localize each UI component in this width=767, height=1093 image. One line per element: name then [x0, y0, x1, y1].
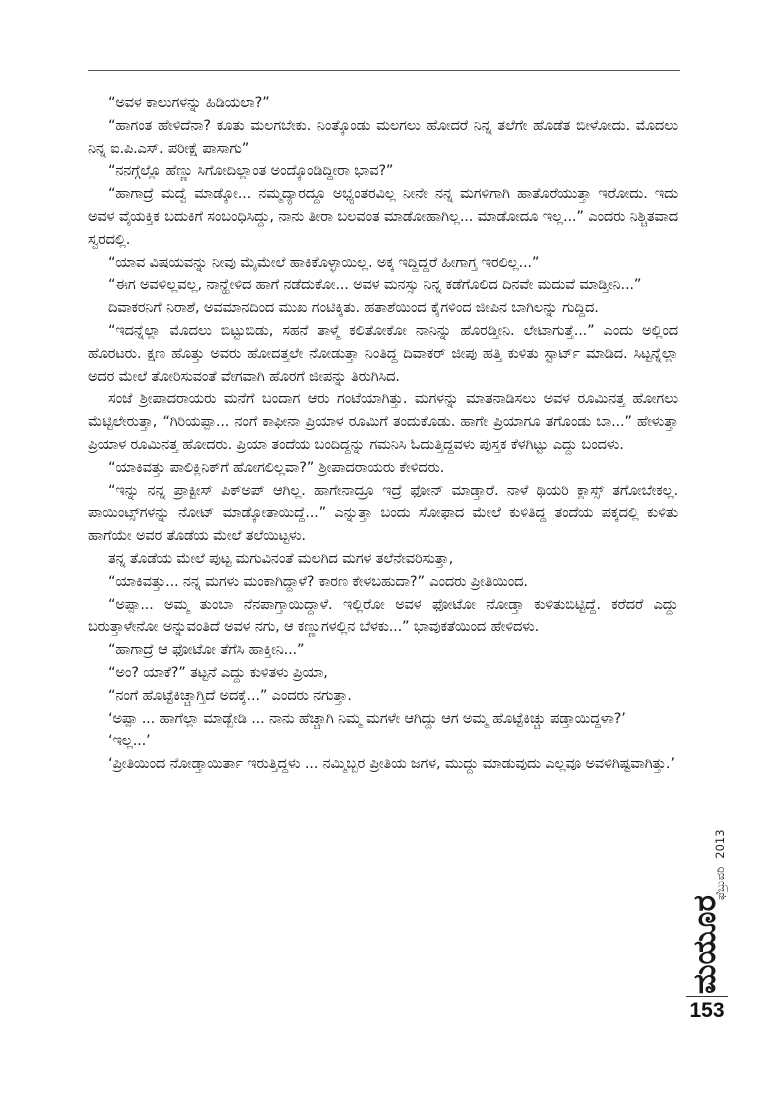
article-text — [88, 92, 678, 776]
paragraph: “ಅಂ? ಯಾಕೆ?” ತಟ್ಟನೆ ಎದ್ದು ಕುಳಿತಳು ಪ್ರಿಯಾ, — [108, 663, 328, 681]
page-number: 153 — [689, 999, 725, 1022]
paragraph: “ಅವಳ ಕಾಲುಗಳನ್ನು ಹಿಡಿಯಲಾ?” — [108, 94, 270, 111]
paragraph: “ಇನ್ನು ನನ್ನ ಪ್ರಾಕ್ಟೀಸ್ ಪಿಕ್‌ಅಪ್ ಆಗಿಲ್ಲ. ಹಾಗೇನಾದ್ರೂ ಇದ್ರೆ ಫೋನ್ ಮಾಡ್ತಾರೆ. ನಾಳೆ ಥಿಯರಿ ಕ್ಲಾಸ್ಸ್ ತಗೋಬೇಕಲ್ಲ. ಪಾಯಿಂಟ್ಸ್‌ಗಳನ್ನು ನೋಟ್ ಮಾಡ್ಕೋತಾಯಿದ್ದೆ...” ಎನ್ನುತ್ತಾ ಬಂದು ಸೋಫಾದ ಮೇಲೆ ಕುಳಿತಿದ್ದ ತಂದೆಯ ಪಕ್ಕದಲ್ಲಿ ಕುಳಿತು ಹಾಗೆಯೇ ಅವರ ತೊಡೆಯ ಮೇಲೆ ತಲೆಯಿಟ್ಟಳು. — [88, 481, 678, 545]
paragraph: “ಇದನ್ನೆಲ್ಲಾ ಮೊದಲು ಬಿಟ್ಟುಬಿಡು, ಸಹನೆ ತಾಳ್ಮೆ ಕಲಿತೋಕೋ ನಾನಿನ್ನು ಹೊರಡ್ತೀನಿ. ಲೇಟಾಗುತ್ತೆ...” ಎಂದು ಅಲ್ಲಿಂದ ಹೊರಟರು. ಕ್ಷಣ ಹೊತ್ತು ಅವರು ಹೋದತ್ತಲೇ ನೋಡುತ್ತಾ ನಿಂತಿದ್ದ ದಿವಾಕರ್ ಜೀಪು ಹತ್ತಿ ಕುಳಿತು ಸ್ಟಾರ್ಟ್ ಮಾಡಿದ. ಸಿಟ್ಟನ್ನೆಲ್ಲಾ ಅದರ ಮೇಲೆ ತೋರಿಸುವಂತೆ ವೇಗವಾಗಿ ಹೊರಗೆ ಜೀಪನ್ನು ತಿರುಗಿಸಿದ. — [88, 321, 678, 385]
paragraph: “ಯಾಕಿವತ್ತು ಪಾಲಿಕ್ಲಿನಿಕ್‌ಗೆ ಹೋಗಲಿಲ್ಲವಾ?” ಶ್ರೀಪಾದರಾಯರು ಕೇಳಿದರು. — [108, 458, 445, 476]
issue-year: 2013 — [713, 829, 727, 859]
paragraph: “ಹಾಗಾದ್ರೆ ಮದ್ವೆ ಮಾಡ್ಕೋ... ನಮ್ಮದ್ಯಾರದ್ದೂ ಅಭ್ಯಂತರವಿಲ್ಲ ನೀನೇ ನನ್ನ ಮಗಳಿಗಾಗಿ ಹಾತೊರೆಯುತ್ತಾ ಇರೋದು. ಇದು ಅವಳ ವೈಯಕ್ತಿಕ ಬದುಕಿಗೆ ಸಂಬಂಧಿಸಿದ್ದು, ನಾನು ತೀರಾ ಬಲವಂತ ಮಾಡೋಹಾಗಿಲ್ಲ... ಮಾಡೋದೂ ಇಲ್ಲ...” ಎಂದರು ನಿಶ್ಚಿತವಾದ ಸ್ವರದಲ್ಲಿ. — [88, 185, 678, 248]
paragraph: ಸಂಜೆ ಶ್ರೀಪಾದರಾಯರು ಮನೆಗೆ ಬಂದಾಗ ಆರು ಗಂಟೆಯಾಗಿತ್ತು. ಮಗಳನ್ನು ಮಾತನಾಡಿಸಲು ಅವಳ ರೂಮಿನತ್ತ ಹೋಗಲು ಮೆಟ್ಟಿಲೇರುತ್ತಾ, “ಗಿರಿಯಪ್ಪಾ... ನಂಗೆ ಕಾಫೀನಾ ಪ್ರಿಯಾಳ ರೂಮಿಗೆ ತಂದುಕೊಡು. ಹಾಗೇ ಪ್ರಿಯಾಗೂ ತಗೊಂಡು ಬಾ...” ಹೇಳುತ್ತಾ ಪ್ರಿಯಾಳ ರೂಮಿನತ್ತ ಹೋದರು. ಪ್ರಿಯಾ ತಂದೆಯ ಬಂದಿದ್ದನ್ನು ಗಮನಿಸಿ ಓದುತ್ತಿದ್ದವಳು ಪುಸ್ತಕ ಕೆಳಗಿಟ್ಟು ಎದ್ದು ಬಂದಳು. — [88, 390, 678, 453]
paragraph: ‘ಇಲ್ಲ...’ — [108, 732, 151, 750]
paragraph: “ಈಗ ಅವಳಿಲ್ಲವಲ್ಲ, ನಾನ್ಹೇಳಿದ ಹಾಗೆ ನಡೆದುಕೋ... ಅವಳ ಮನಸ್ಸು ನಿನ್ನ ಕಡೆಗೊಲಿದ ದಿನವೇ ಮದುವೆ ಮಾಡ್ತೀನಿ...” — [108, 276, 642, 294]
paragraph: ‘ಪ್ರೀತಿಯಿಂದ ನೋಡ್ತಾಯಿರ್ತಾ ಇರುತ್ತಿದ್ದಳು ... ನಮ್ಮಿಬ್ಬರ ಪ್ರೀತಿಯ ಜಗಳ, ಮುದ್ದು ಮಾಡುವುದು ಎಲ್ಲವೂ ಅವಳಿಗಿಷ್ಟವಾಗಿತ್ತು.’ — [108, 755, 675, 773]
paragraph: ‘ಅಪ್ಪಾ ... ಹಾಗೆಲ್ಲಾ ಮಾಡ್ಬೇಡಿ ... ನಾನು ಹೆಚ್ಚಾಗಿ ನಿಮ್ಮ ಮಗಳೇ ಆಗಿದ್ದು ಆಗ ಅಮ್ಮ ಹೊಟ್ಟೆಕಿಚ್ಚು ಪಡ್ತಾಯಿದ್ದಳಾ?’ — [108, 709, 626, 727]
page-number-rule — [686, 996, 728, 997]
paragraph: “ಯಾಕಿವತ್ತು... ನನ್ನ ಮಗಳು ಮಂಕಾಗಿದ್ದಾಳೆ? ಕಾರಣ ಕೇಳಬಹುದಾ?” ಎಂದರು ಪ್ರೀತಿಯಿಂದ. — [108, 572, 528, 590]
paragraph: ದಿವಾಕರನಿಗೆ ನಿರಾಶೆ, ಅವಮಾನದಿಂದ ಮುಖ ಗಂಟಿಕ್ಕಿತು. ಹತಾಶೆಯಿಂದ ಕೈಗಳಿಂದ ಜೀಪಿನ ಬಾಗಿಲನ್ನು ಗುದ್ದಿದ. — [108, 299, 599, 317]
paragraph: “ನನಗ್ಗೆಲ್ಲೊ ಹೆಣ್ಣು ಸಿಗೋದಿಲ್ಲಾಂತ ಅಂದ್ಕೊಂಡಿದ್ದೀರಾ ಭಾವ?” — [108, 162, 394, 180]
paragraph: “ನಂಗೆ ಹೊಟ್ಟೆಕಿಚ್ಚಾಗ್ತಿದೆ ಅದಕ್ಕೆ...” ಎಂದರು ನಗುತ್ತಾ. — [108, 686, 352, 704]
paragraph: “ಅಪ್ಪಾ... ಅಮ್ಮ ತುಂಬಾ ನೆನಪಾಗ್ತಾಯಿದ್ದಾಳೆ. ಇಲ್ಲಿರೋ ಅವಳ ಫೋಟೋ ನೋಡ್ತಾ ಕುಳಿತುಬಿಟ್ಟಿದ್ದೆ. ಕರೆದರೆ ಎದ್ದು ಬರುತ್ತಾಳೇನೋ ಅನ್ನುವಂತಿದೆ ಅವಳ ನಗು, ಆ ಕಣ್ಣುಗಳಲ್ಲಿನ ಬೆಳಕು...” ಭಾವುಕತೆಯಿಂದ ಹೇಳಿದಳು. — [88, 595, 678, 636]
paragraph: “ಹಾಗಾದ್ರೆ ಆ ಫೋಟೋ ತೆಗೆಸಿ ಹಾಕ್ತೀನಿ...” — [108, 641, 305, 659]
issue-month: ಫೆಬ್ರುವರಿ — [713, 866, 727, 900]
paragraph: ತನ್ನ ತೊಡೆಯ ಮೇಲೆ ಪುಟ್ಟ ಮಗುವಿನಂತೆ ಮಲಗಿದ ಮಗಳ ತಲೆನೇವರಿಸುತ್ತಾ, — [108, 549, 454, 567]
paragraph: “ಹಾಗಂತ ಹೇಳಿದೆನಾ? ಕೂತು ಮಲಗಬೇಕು. ನಿಂತ್ಕೊಂಡು ಮಲಗಲು ಹೋದರೆ ನಿನ್ನ ತಲೆಗೇ ಹೊಡೆತ ಬೀಳೋದು. ಮೊದಲು ನಿನ್ನ ಐ.ಪಿ.ಎಸ್. ಪರೀಕ್ಷೆ ಪಾಸಾಗು” — [88, 116, 678, 157]
issue-date — [713, 829, 727, 900]
top-rule — [88, 70, 680, 71]
magazine-logo: ಮಯೂರ — [687, 895, 723, 994]
paragraph: “ಯಾವ ವಿಷಯವನ್ನು ನೀವು ಮೈಮೇಲೆ ಹಾಕಿಕೊಳ್ಳಾಯಿಲ್ಲ. ಅಕ್ಕ ಇದ್ದಿದ್ದರೆ ಹೀಗಾಗ್ತ ಇರಲಿಲ್ಲ...” — [108, 253, 540, 271]
